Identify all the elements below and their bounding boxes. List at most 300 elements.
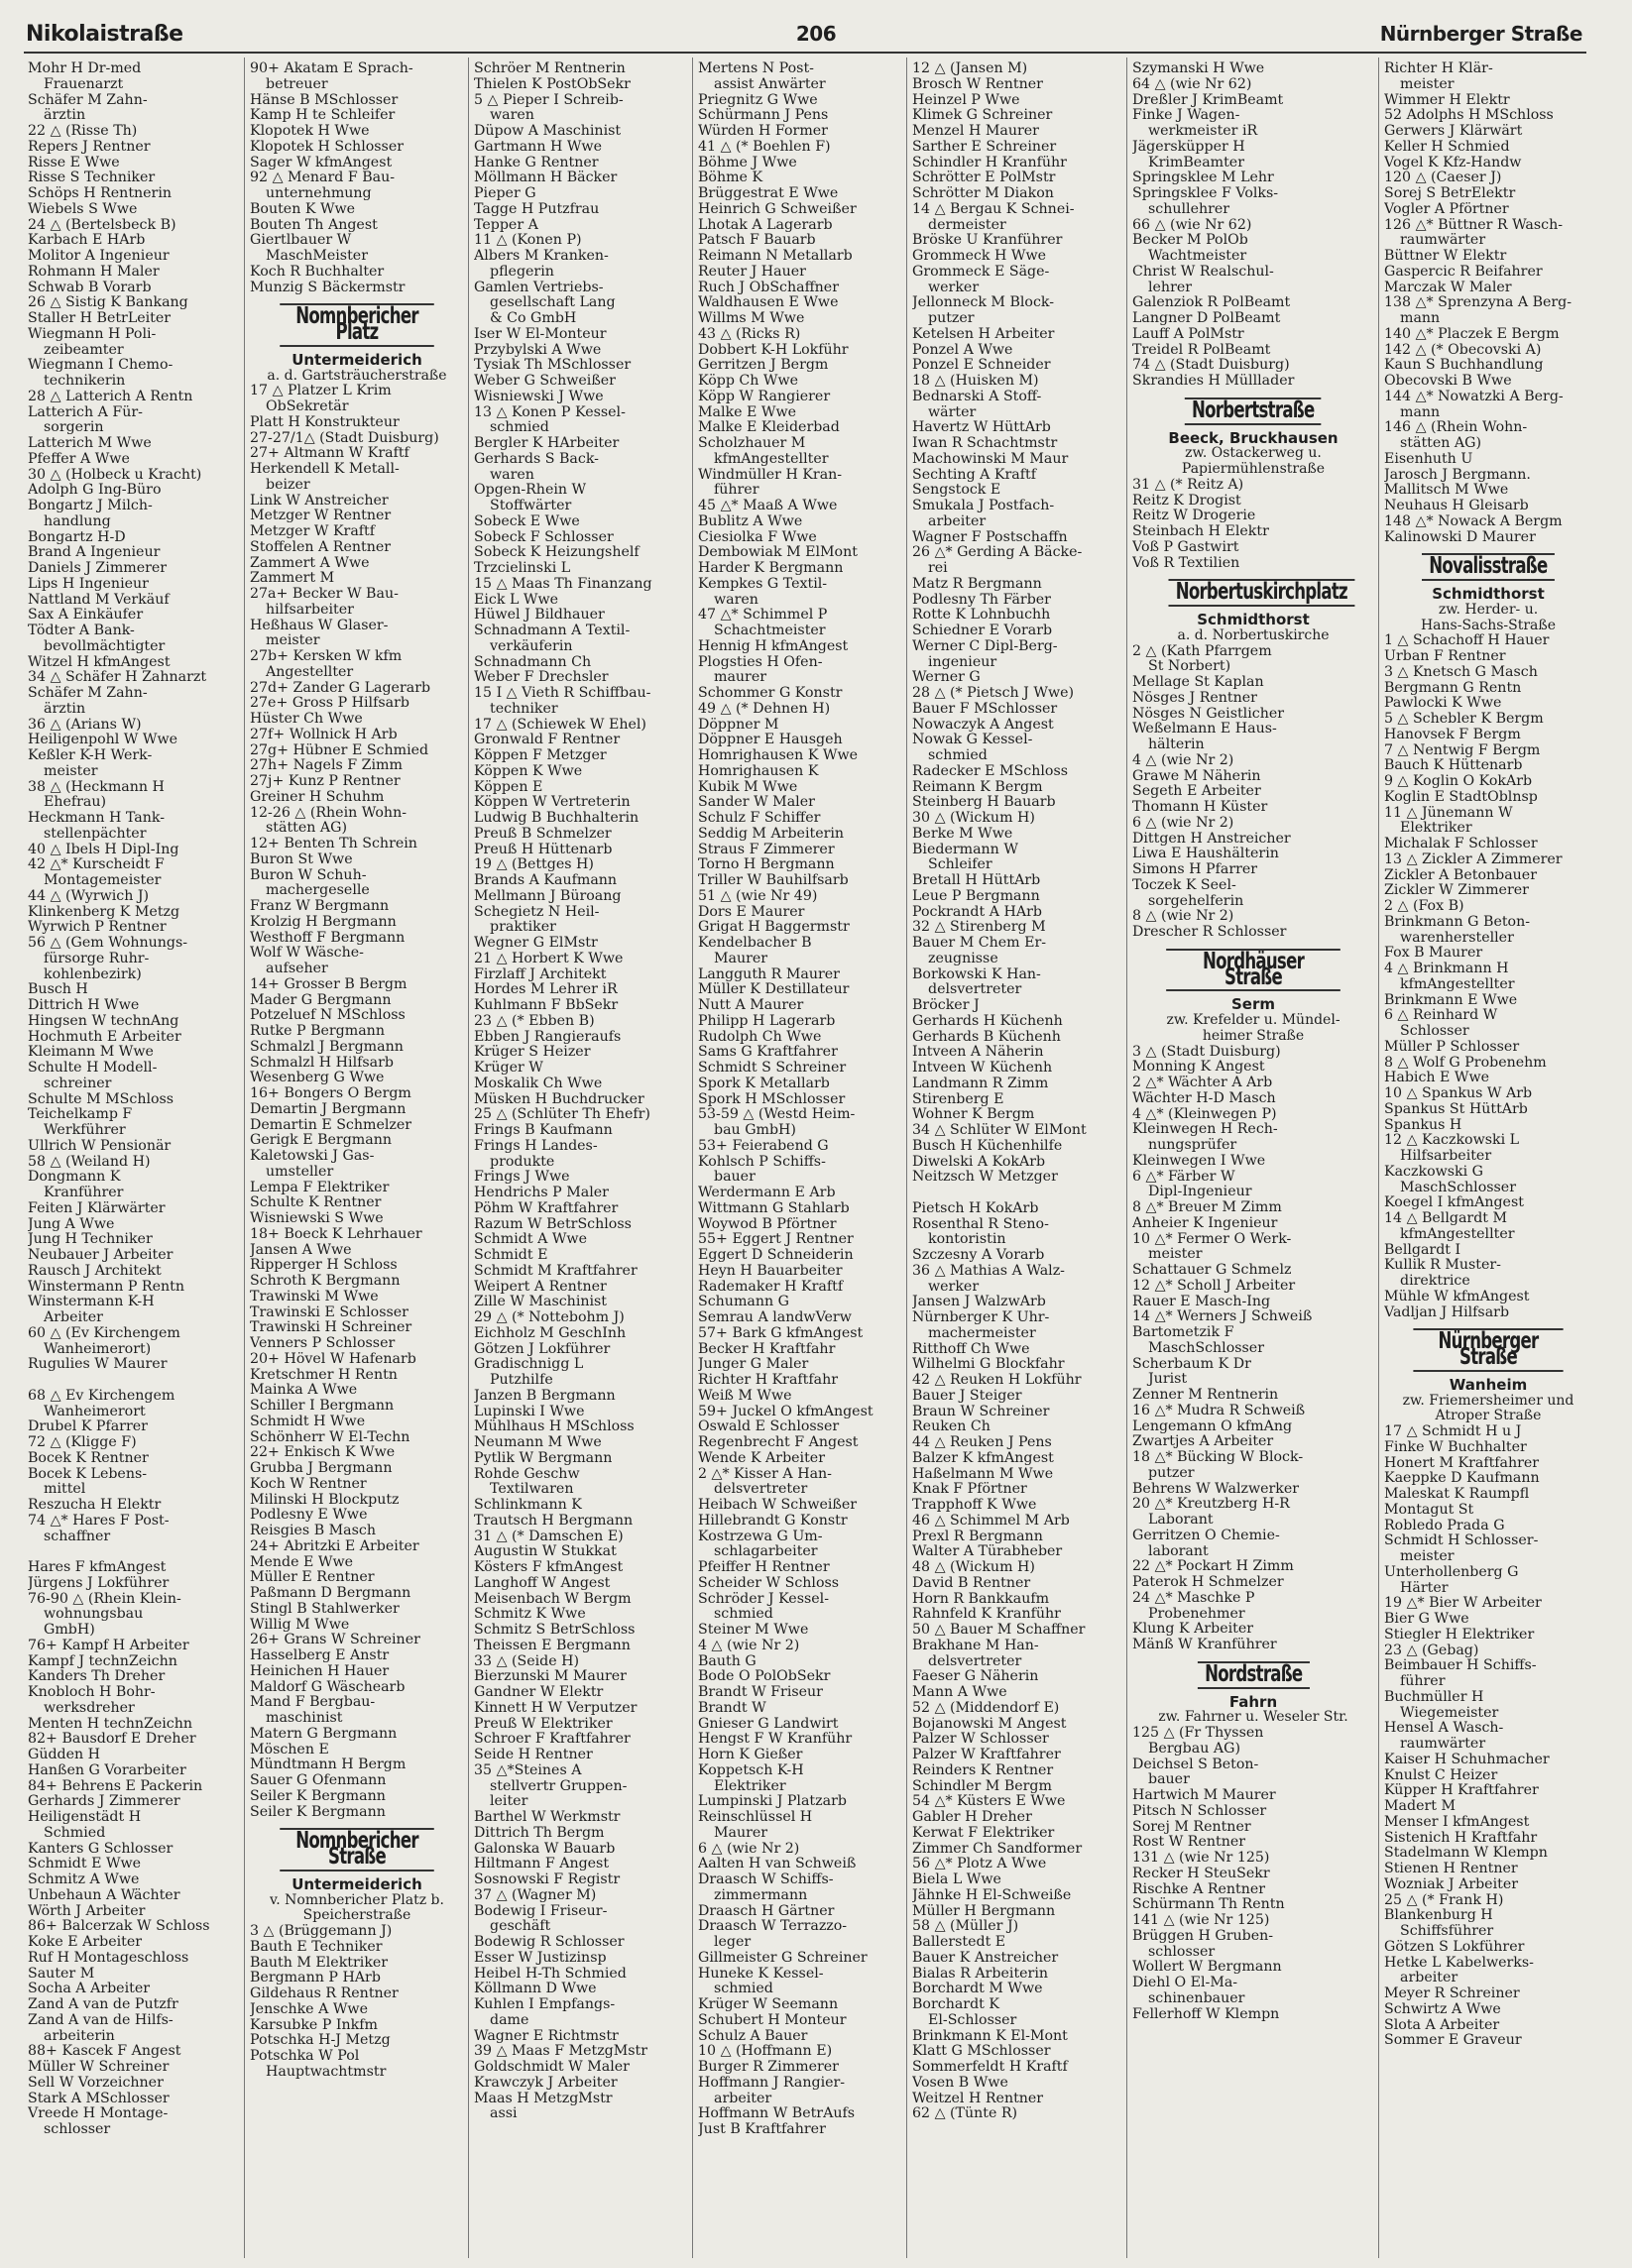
resident-entry: Rost W Rentner <box>1132 1835 1246 1851</box>
district-name: Fahrn <box>1228 1692 1278 1711</box>
entry-continuation: schmied <box>714 1607 773 1623</box>
resident-entry: Jansen A Wwe <box>250 1242 352 1258</box>
resident-entry: Bednarski A Stoff- <box>912 389 1042 404</box>
resident-entry: Reszucha H Elektr <box>28 1498 162 1513</box>
resident-entry: Ruf H Montageschloss <box>28 1950 189 1966</box>
resident-entry: Steiner M Wwe <box>698 1623 809 1638</box>
resident-entry: Gerigk E Bergmann <box>250 1133 392 1149</box>
resident-entry: 19 △* Bier W Arbeiter <box>1384 1596 1542 1612</box>
resident-entry: Nowak G Kessel- <box>912 733 1033 748</box>
resident-entry: Draasch H Gärtner <box>698 1903 835 1919</box>
column-divider <box>692 57 693 2258</box>
resident-entry: Venners P Schlosser <box>250 1336 396 1351</box>
resident-entry: Hoffmann J Rangier- <box>698 2075 846 2091</box>
resident-entry: Brandt W Friseur <box>698 1685 823 1700</box>
resident-entry: Nösges J Rentner <box>1132 690 1257 706</box>
resident-entry: Schroth K Bergmann <box>250 1274 401 1289</box>
resident-entry: Klung K Arbeiter <box>1132 1622 1254 1638</box>
resident-entry: Hüster Ch Wwe <box>250 712 363 727</box>
resident-entry: Klinkenberg K Metzg <box>28 904 180 920</box>
resident-entry: 5 △ Pieper I Schreib- <box>474 92 624 108</box>
resident-entry: Brakhane M Han- <box>912 1638 1039 1653</box>
entry-continuation: zeibeamter <box>44 342 124 358</box>
resident-entry: Drubel K Pfarrer <box>28 1419 148 1435</box>
resident-entry: Richter H Klär- <box>1384 61 1493 76</box>
entry-continuation: hälterin <box>1148 737 1205 752</box>
resident-entry: Heckmann H Tank- <box>28 811 165 826</box>
resident-entry: 74 △* Hares F Post- <box>28 1513 170 1529</box>
resident-entry: Döppner M <box>698 717 779 733</box>
entry-continuation: ärztin <box>44 108 86 124</box>
entry-continuation: schlagarbeiter <box>714 1544 818 1560</box>
resident-entry <box>28 1544 240 1560</box>
entry-continuation: geschäft <box>490 1919 551 1935</box>
resident-entry: Bublitz A Wwe <box>698 513 803 529</box>
resident-entry: 49 △ (* Dehnen H) <box>698 701 831 717</box>
resident-entry: 56 △ (Gem Wohnungs- <box>28 936 188 951</box>
resident-entry: Menten H technZeichn <box>28 1716 193 1732</box>
resident-entry: 4 △ (wie Nr 2) <box>1132 752 1234 768</box>
entry-continuation: hilfsarbeiter <box>266 602 354 618</box>
resident-entry: Tödter A Bank- <box>28 624 135 638</box>
resident-entry: Honert M Kraftfahrer <box>1384 1455 1540 1471</box>
resident-entry: Weber F Drechsler <box>474 670 609 686</box>
resident-entry: Bodewig I Friseur- <box>474 1903 608 1919</box>
resident-entry: Gerhards B Küchenh <box>912 1029 1061 1045</box>
resident-entry: Nowaczyk A Angest <box>912 717 1054 733</box>
resident-entry: Matz R Bergmann <box>912 576 1042 592</box>
resident-entry: 11 △ Jünemann W <box>1384 805 1513 821</box>
entry-continuation: mann <box>1400 311 1441 326</box>
resident-entry: 62 △ (Tünte R) <box>912 2106 1018 2122</box>
entry-continuation: bauer <box>714 1170 756 1186</box>
entry-continuation: Arbeiter <box>44 1310 103 1325</box>
resident-entry: 6 △ Reinhard W <box>1384 1008 1498 1024</box>
resident-entry: Mellmann J Büroang <box>474 888 622 904</box>
resident-entry: 25 △ (* Frank H) <box>1384 1892 1504 1908</box>
header-street-left: Nikolaistraße <box>26 22 183 47</box>
resident-entry: Steinbach H Elektr <box>1132 524 1269 539</box>
resident-entry: Hasselberg E Anstr <box>250 1648 390 1663</box>
entry-continuation: wärter <box>928 404 977 420</box>
entry-continuation: Dipl-Ingenieur <box>1148 1185 1252 1200</box>
entry-continuation: laborant <box>1148 1543 1209 1559</box>
street-range: heimer Straße <box>1202 1027 1305 1044</box>
resident-entry: Kinnett H W Verputzer <box>474 1700 638 1716</box>
resident-entry: Pöhm W Kraftfahrer <box>474 1200 619 1216</box>
street-range: v. Nomnbericher Platz b. <box>270 1891 444 1908</box>
resident-entry: Sommer E Graveur <box>1384 2033 1522 2049</box>
resident-entry: Prexl R Bergmann <box>912 1529 1043 1544</box>
resident-entry: Pawlocki K Wwe <box>1384 696 1502 712</box>
column-6 <box>1132 61 1374 2258</box>
resident-entry: Hoffmann W BetrAufs <box>698 2106 856 2122</box>
resident-entry: 4 △* (Kleinwegen P) <box>1132 1106 1277 1122</box>
resident-entry: Diehl O El-Ma- <box>1132 1976 1238 1990</box>
resident-entry: Draasch W Terrazzo- <box>698 1919 848 1935</box>
resident-entry: 21 △ Horbert K Wwe <box>474 951 624 966</box>
entry-continuation: schlosser <box>44 2122 111 2137</box>
resident-entry: Bauer K Anstreicher <box>912 1950 1059 1966</box>
resident-entry: Palzer W Schlosser <box>912 1732 1049 1748</box>
resident-entry: Galenziok R PolBeamt <box>1132 295 1291 311</box>
resident-entry: 14+ Grosser B Bergm <box>250 976 408 992</box>
resident-entry: Windmüller H Kran- <box>698 467 843 483</box>
resident-entry: Heinrich G Schweißer <box>698 201 857 217</box>
resident-entry: Ciesiolka F Wwe <box>698 529 817 545</box>
resident-entry: Rauer E Masch-Ing <box>1132 1294 1271 1309</box>
resident-entry: Becker M PolOb <box>1132 233 1248 249</box>
resident-entry: Dittgen H Anstreicher <box>1132 831 1291 847</box>
resident-entry: Bongartz J Milch- <box>28 499 153 513</box>
resident-entry: 26 △* Gerding A Bäcke- <box>912 545 1083 561</box>
resident-entry: Wohner K Bergm <box>912 1107 1035 1123</box>
street-heading-text: Norbertuskirchplatz <box>1168 579 1354 607</box>
column-divider <box>244 57 245 2258</box>
resident-entry: Drescher R Schlosser <box>1132 925 1287 940</box>
resident-entry: Iser W El-Monteur <box>474 326 607 342</box>
resident-entry: Sommerfeldt H Kraftf <box>912 2060 1068 2075</box>
resident-entry: Witzel H kfmAngest <box>28 654 171 670</box>
entry-continuation: handlung <box>44 513 111 529</box>
street-range: a. d. Gartsträucherstraße <box>267 367 447 384</box>
resident-entry: Gaspercic R Beifahrer <box>1384 264 1543 280</box>
resident-entry: Krolzig H Bergmann <box>250 914 397 930</box>
resident-entry: 14 △ Bellgardt M <box>1384 1211 1508 1226</box>
resident-entry: Heibach W Schweißer <box>698 1498 858 1513</box>
entry-continuation: werksdreher <box>44 1700 135 1716</box>
entry-continuation: lehrer <box>1148 280 1193 295</box>
resident-entry: Przybylski A Wwe <box>474 342 602 358</box>
resident-entry: Janzen B Bergmann <box>474 1388 616 1404</box>
resident-entry: Ponzel A Wwe <box>912 342 1013 358</box>
resident-entry: Zenner M Rentnerin <box>1132 1388 1279 1403</box>
resident-entry: Wagner E Richtmstr <box>474 2028 619 2044</box>
resident-entry: Pfeffer A Wwe <box>28 451 130 467</box>
resident-entry: Sobeck K Heizungshelf <box>474 545 640 561</box>
resident-entry: 12 △ (Jansen M) <box>912 61 1028 76</box>
resident-entry: Patsch F Bauarb <box>698 233 816 249</box>
resident-entry: Krawczyk J Arbeiter <box>474 2075 618 2091</box>
resident-entry: Malke E Wwe <box>698 404 797 420</box>
resident-entry: Finke J Wagen- <box>1132 108 1240 124</box>
resident-entry: Zammert A Wwe <box>250 555 370 571</box>
resident-entry: 27a+ Becker W Bau- <box>250 587 399 602</box>
resident-entry: Schmidt H Schlosser- <box>1384 1533 1539 1549</box>
resident-entry: Bongartz H-D <box>28 529 126 545</box>
resident-entry: Werner G <box>912 670 981 686</box>
street-range: zw. Krefelder u. Mündel- <box>1166 1012 1341 1028</box>
resident-entry: 37 △ (Wagner M) <box>474 1887 597 1903</box>
entry-continuation: Textilwaren <box>490 1482 574 1498</box>
entry-continuation: meister <box>1400 76 1455 92</box>
entry-continuation: Elektriker <box>1400 821 1472 837</box>
street-heading-text: Nomnbericher Straße <box>280 1828 434 1871</box>
resident-entry: 125 △ (Fr Thyssen <box>1132 1726 1264 1741</box>
resident-entry: Kanders Th Dreher <box>28 1669 166 1685</box>
resident-entry: 58 △ (Weiland H) <box>28 1154 151 1170</box>
resident-entry <box>28 1373 240 1389</box>
entry-continuation: warenhersteller <box>1400 930 1514 946</box>
resident-entry: Hensel A Wasch- <box>1384 1721 1504 1737</box>
resident-entry: Spankus H <box>1384 1117 1462 1133</box>
resident-entry: Schmidt S Schreiner <box>698 1061 847 1076</box>
entry-continuation: arbeiter <box>1400 1971 1458 1986</box>
resident-entry: 76-90 △ (Rhein Klein- <box>28 1591 181 1607</box>
entry-continuation: GmbH) <box>44 1623 95 1638</box>
street-range: Papiermühlenstraße <box>1181 461 1326 477</box>
entry-continuation: waren <box>714 592 758 608</box>
resident-entry: Bröske U Kranführer <box>912 233 1063 249</box>
resident-entry: 22 △* Pockart H Zimm <box>1132 1559 1294 1575</box>
resident-entry: Schubert H Monteur <box>698 2012 847 2028</box>
resident-entry: Weber G Schweißer <box>474 374 616 389</box>
resident-entry: Smukala J Postfach- <box>912 499 1055 513</box>
resident-entry: Vadljan J Hilfsarb <box>1384 1304 1510 1320</box>
resident-entry: 58 △ (Müller J) <box>912 1919 1019 1935</box>
resident-entry: Bartometzik F <box>1132 1325 1234 1340</box>
resident-entry: Preuß W Elektriker <box>474 1716 613 1732</box>
resident-entry: 126 △* Büttner R Wasch- <box>1384 217 1564 233</box>
resident-entry: Hennig H kfmAngest <box>698 638 849 654</box>
entry-continuation: kfmAngestellter <box>1400 1226 1515 1242</box>
resident-entry: Köppen W Vertreterin <box>474 795 631 811</box>
entry-continuation: maschinist <box>266 1711 343 1726</box>
resident-entry: 10 △ Spankus W Arb <box>1384 1086 1533 1101</box>
resident-entry: Dongmann K <box>28 1170 121 1186</box>
resident-entry: 29 △ (* Nottebohm J) <box>474 1310 625 1325</box>
resident-entry: Gnieser G Landwirt <box>698 1716 839 1732</box>
resident-entry: Klopotek H Wwe <box>250 124 370 139</box>
resident-entry: 4 △ (wie Nr 2) <box>698 1638 800 1653</box>
entry-continuation: ObSekretär <box>266 399 349 414</box>
resident-entry: Bode O PolObSekr <box>698 1669 831 1685</box>
resident-entry: 8 △* Breuer M Zimm <box>1132 1200 1282 1215</box>
entry-continuation: Probenehmer <box>1148 1606 1245 1622</box>
resident-entry: Sobeck F Schlosser <box>474 529 614 545</box>
resident-entry: Tepper A <box>474 217 538 233</box>
resident-entry: 17 △ (Schiewek W Ehel) <box>474 717 646 733</box>
entry-continuation: mann <box>1400 404 1441 420</box>
resident-entry: Frings H Landes- <box>474 1138 598 1154</box>
resident-entry: Langguth R Maurer <box>698 966 840 982</box>
resident-entry: Stirenberg E <box>912 1091 1004 1107</box>
resident-entry: Lengemann O kfmAng <box>1132 1418 1293 1434</box>
street-heading <box>1132 1661 1374 1689</box>
resident-entry: Schwab B Vorarb <box>28 280 152 295</box>
resident-entry: 51 △ (wie Nr 49) <box>698 888 818 904</box>
resident-entry: 27e+ Gross P Hilfsarb <box>250 696 409 712</box>
resident-entry: Kleimann M Wwe <box>28 1045 154 1061</box>
resident-entry: 92 △ Menard F Bau- <box>250 170 396 186</box>
resident-entry: Gandner W Elektr <box>474 1685 604 1700</box>
resident-entry: Waldhausen E Wwe <box>698 295 839 311</box>
resident-entry: Heßhaus W Glaser- <box>250 618 389 633</box>
resident-entry: Wozniak J Arbeiter <box>1384 1876 1518 1892</box>
resident-entry: Homrighausen K <box>698 763 819 779</box>
resident-entry: Köppen K Wwe <box>474 763 583 779</box>
resident-entry: Richter H Kraftfahr <box>698 1373 838 1388</box>
entry-continuation: Schmied <box>44 1825 106 1841</box>
resident-entry: 26+ Grans W Schreiner <box>250 1633 420 1648</box>
entry-continuation: Schlosser <box>1400 1024 1469 1039</box>
entry-continuation: schinenbauer <box>1148 1990 1245 2006</box>
resident-entry: Langhoff W Angest <box>474 1575 611 1591</box>
resident-entry: 27d+ Zander G Lagerarb <box>250 680 431 696</box>
resident-entry: Willig M Wwe <box>250 1617 350 1633</box>
resident-entry: Bojanowski M Angest <box>912 1716 1067 1732</box>
resident-entry: 1 △ Schachoff H Hauer <box>1384 633 1550 649</box>
resident-entry: Neuhaus H Gleisarb <box>1384 499 1529 513</box>
resident-entry: Sobeck E Wwe <box>474 513 580 529</box>
resident-entry: Opgen-Rhein W <box>474 483 587 499</box>
entry-continuation: Bergbau AG) <box>1148 1741 1240 1757</box>
resident-entry: Malke E Kleiderbad <box>698 420 840 436</box>
entry-continuation: delsvertreter <box>928 982 1022 998</box>
resident-entry: Buron St Wwe <box>250 851 353 867</box>
resident-entry: Harder K Bergmann <box>698 561 844 576</box>
resident-entry: Potschka H-J Metzg <box>250 2033 391 2049</box>
resident-entry: Simons H Pfarrer <box>1132 862 1258 877</box>
resident-entry: Bocek K Rentner <box>28 1450 149 1466</box>
resident-entry: Risse E Wwe <box>28 155 120 170</box>
resident-entry: Wächter H-D Masch <box>1132 1090 1276 1106</box>
entry-continuation: pflegerin <box>490 264 554 280</box>
resident-entry: 131 △ (wie Nr 125) <box>1132 1851 1270 1866</box>
resident-entry: Hanovsek F Bergm <box>1384 727 1521 742</box>
resident-entry: 17 △ Platzer L Krim <box>250 384 392 399</box>
resident-entry: Madert M <box>1384 1799 1456 1814</box>
resident-entry: 53+ Feierabend G <box>698 1138 829 1154</box>
resident-entry: Intveen A Näherin <box>912 1045 1044 1061</box>
entry-continuation: machermeister <box>928 1325 1036 1341</box>
resident-entry: Latterich A Für- <box>28 404 143 420</box>
resident-entry: Link W Anstreicher <box>250 493 389 509</box>
resident-entry: Springsklee M Lehr <box>1132 170 1274 186</box>
resident-entry: 82+ Bausdorf E Dreher <box>28 1732 196 1748</box>
resident-entry: Köpp W Rangierer <box>698 389 831 404</box>
entry-continuation: unternehmung <box>266 186 372 201</box>
resident-entry: Ebben J Rangieraufs <box>474 1029 622 1045</box>
resident-entry: Brinkmann E Wwe <box>1384 992 1518 1008</box>
resident-entry: 84+ Behrens E Packerin <box>28 1778 203 1794</box>
entry-continuation: umsteller <box>266 1164 334 1180</box>
resident-entry: Ketelsen H Arbeiter <box>912 326 1055 342</box>
entry-continuation: Wanheimerort) <box>44 1341 152 1357</box>
resident-entry: Rischke A Rentner <box>1132 1881 1266 1897</box>
resident-entry: Gerwers J Klärwärt <box>1384 124 1523 139</box>
resident-entry: Bröcker J <box>912 998 980 1013</box>
resident-entry: 44 △ Reuken J Pens <box>912 1435 1052 1450</box>
resident-entry: Albers M Kranken- <box>474 249 609 264</box>
resident-entry: Schürmann Th Rentn <box>1132 1897 1285 1913</box>
resident-entry: Schnadmann Ch <box>474 654 592 670</box>
resident-entry: 90+ Akatam E Sprach- <box>250 61 413 76</box>
resident-entry: Kaczkowski G <box>1384 1164 1484 1180</box>
street-heading-text: Nordstraße <box>1198 1661 1310 1689</box>
resident-entry: Recker H SteuSekr <box>1132 1866 1270 1881</box>
entry-continuation: assist Anwärter <box>714 76 826 92</box>
resident-entry: 25 △ (Schlüter Th Ehefr) <box>474 1107 650 1123</box>
entry-continuation: Laborant <box>1148 1513 1214 1528</box>
resident-entry: Vogler A Pförtner <box>1384 201 1509 217</box>
resident-entry: 24 △ (Bertelsbeck B) <box>28 217 176 233</box>
resident-entry: Metzger W Rentner <box>250 509 392 524</box>
resident-entry: Sistenich H Kraftfahr <box>1384 1830 1538 1846</box>
resident-entry: Biela L Wwe <box>912 1872 1001 1887</box>
entry-continuation: kontoristin <box>928 1232 1006 1248</box>
resident-entry: Reinders K Rentner <box>912 1762 1054 1778</box>
resident-entry: Gartmann H Wwe <box>474 139 602 155</box>
resident-entry: Bouten K Wwe <box>250 201 356 217</box>
resident-entry: Köpp Ch Wwe <box>698 374 799 389</box>
resident-entry: Weipert A Rentner <box>474 1279 607 1295</box>
resident-entry: 15 △ Maas Th Finanzang <box>474 576 652 592</box>
resident-entry: Schulte M MSchloss <box>28 1091 175 1107</box>
resident-entry: Mainka A Wwe <box>250 1383 358 1399</box>
resident-entry: Mühle W kfmAngest <box>1384 1289 1530 1304</box>
resident-entry: Huneke K Kessel- <box>698 1966 824 1982</box>
resident-entry: 59+ Juckel O kfmAngest <box>698 1404 874 1419</box>
resident-entry: Brand A Ingenieur <box>28 545 161 561</box>
resident-entry: Potschka W Pol <box>250 2049 360 2064</box>
resident-entry: Hares F kfmAngest <box>28 1560 167 1575</box>
resident-entry: Bocek K Lebens- <box>28 1466 148 1482</box>
resident-entry: Koglin E StadtOblnsp <box>1384 789 1538 805</box>
resident-entry: Molitor A Ingenieur <box>28 249 170 264</box>
resident-entry: Trapphoff K Wwe <box>912 1498 1037 1513</box>
entry-continuation: Schiffsführer <box>1400 1924 1494 1939</box>
resident-entry: 8 △ Wolf G Probenehm <box>1384 1055 1547 1071</box>
resident-entry: Kretschmer H Rentn <box>250 1367 398 1383</box>
entry-continuation: El-Schlosser <box>928 2012 1017 2028</box>
resident-entry: Draasch W Schiffs- <box>698 1872 834 1887</box>
resident-entry: 74 △ (Stadt Duisburg) <box>1132 358 1290 374</box>
entry-continuation: waren <box>490 467 534 483</box>
resident-entry: Rohmann H Maler <box>28 264 160 280</box>
resident-entry: 30 △ (Wickum H) <box>912 811 1035 826</box>
resident-entry: Scherbaum K Dr <box>1132 1356 1251 1372</box>
resident-entry: Schürmann J Pens <box>698 108 829 124</box>
resident-entry: Schäfer M Zahn- <box>28 686 148 701</box>
resident-entry: Sax A Einkäufer <box>28 608 144 624</box>
resident-entry: 26 △ Sistig K Bankang <box>28 295 188 311</box>
entry-continuation: Schachtmeister <box>714 624 826 638</box>
resident-entry: 45 △* Maaß A Wwe <box>698 499 838 513</box>
resident-entry: Zand A van de Hilfs- <box>28 2012 174 2028</box>
resident-entry: Nutt A Maurer <box>698 998 804 1013</box>
resident-entry: Karsubke P Inkfm <box>250 2017 378 2033</box>
resident-entry: Grommeck H Wwe <box>912 249 1047 264</box>
resident-entry: Kampf J technZeichn <box>28 1653 177 1669</box>
resident-entry: Schattauer G Schmelz <box>1132 1263 1292 1278</box>
resident-entry: Gerhards J Zimmerer <box>28 1794 180 1810</box>
resident-entry: Köllmann D Wwe <box>474 1982 597 1997</box>
resident-entry: Nürnberger K Uhr- <box>912 1310 1050 1325</box>
resident-entry: 19 △ (Bettges H) <box>474 857 594 873</box>
resident-entry: 46 △ Schimmel M Arb <box>912 1513 1070 1529</box>
resident-entry: 42 △* Kurscheidt F <box>28 857 165 873</box>
resident-entry: Wisniewski J Wwe <box>474 389 604 404</box>
resident-entry: Havertz W HüttArb <box>912 420 1051 436</box>
resident-entry: Rademaker H Kraftf <box>698 1279 844 1295</box>
entry-continuation: Werkführer <box>44 1123 126 1138</box>
entry-continuation: Wachtmeister <box>1148 249 1247 264</box>
resident-entry: Stienen H Rentner <box>1384 1862 1518 1876</box>
resident-entry: 27g+ Hübner E Schmied <box>250 742 429 758</box>
resident-entry: 28 △ (* Pietsch J Wwe) <box>912 686 1075 701</box>
resident-entry: Döppner E Hausgeh <box>698 733 843 748</box>
